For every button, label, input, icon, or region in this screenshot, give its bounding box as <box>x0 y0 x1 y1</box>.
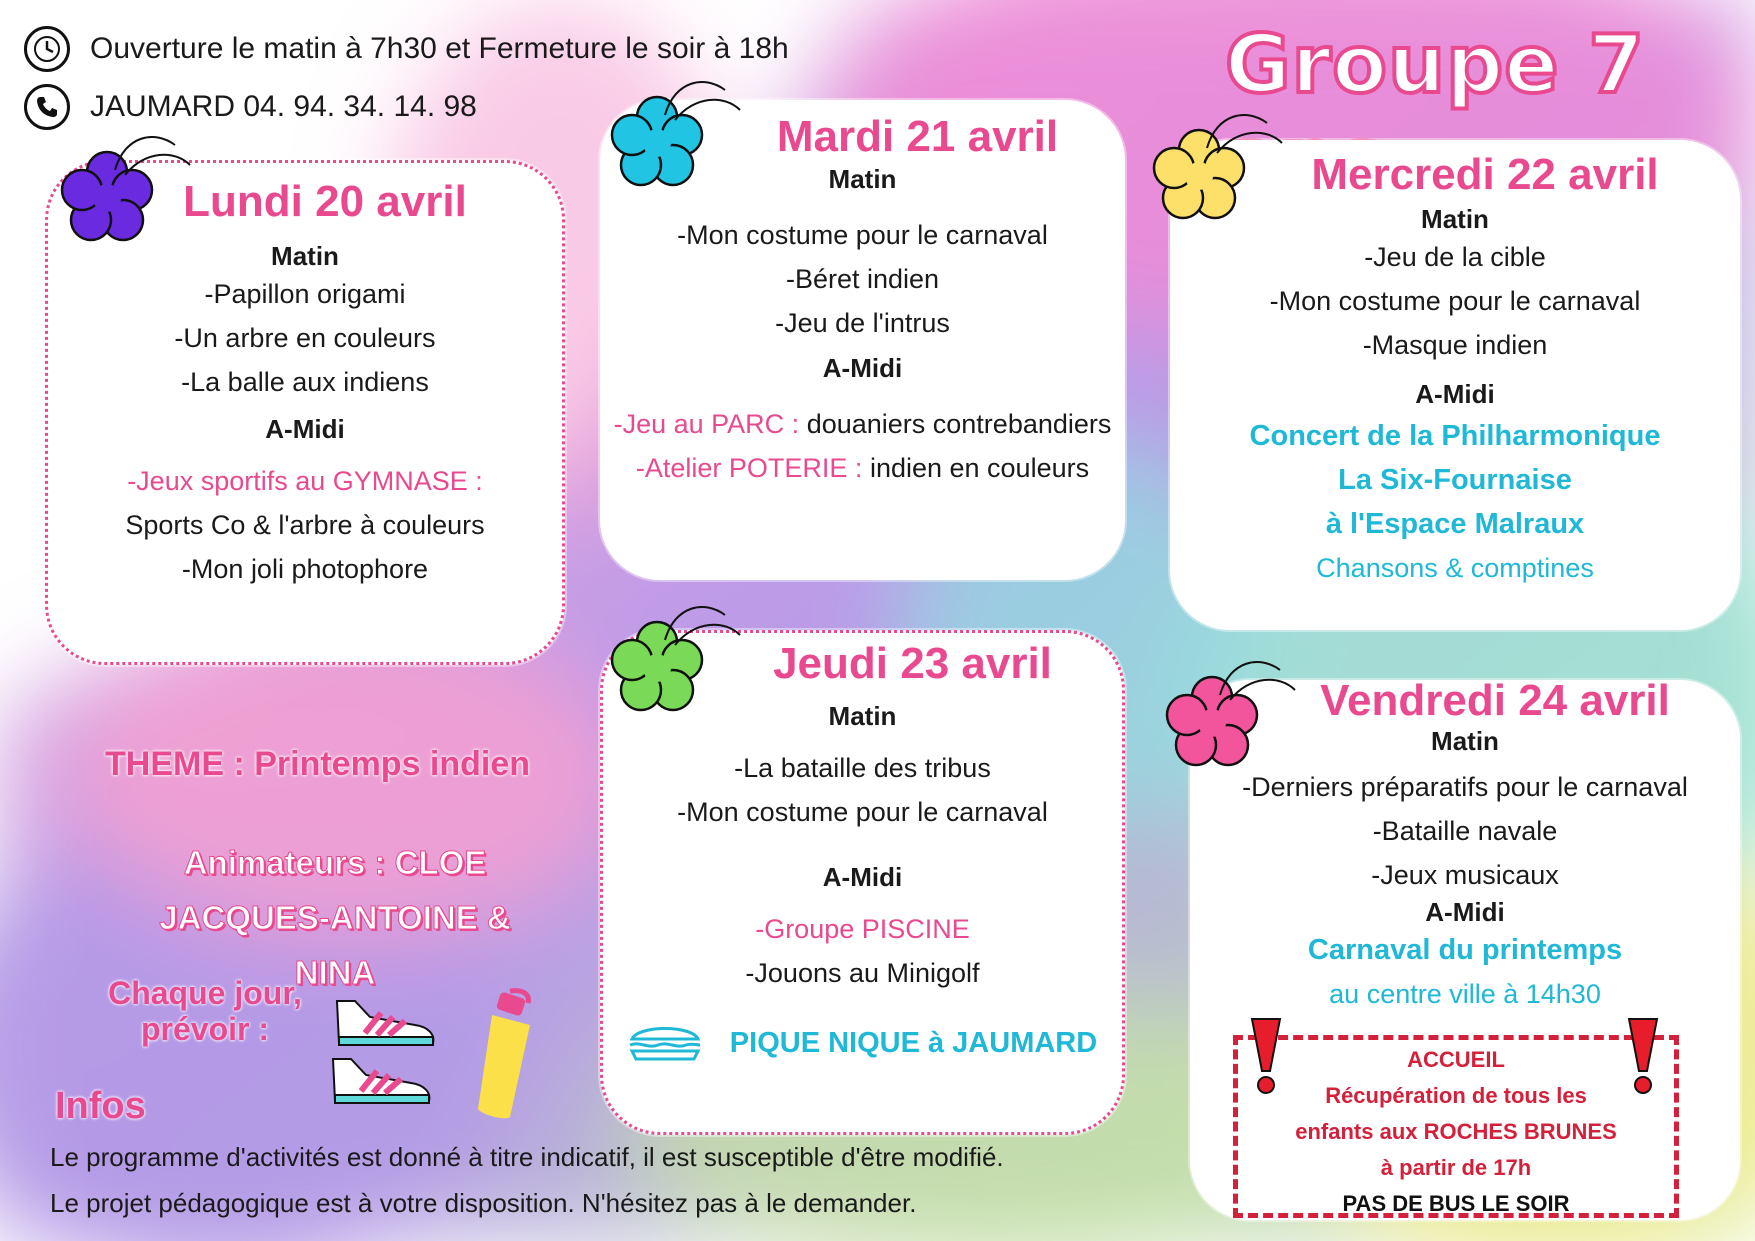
picnic-text: PIQUE NIQUE à JAUMARD <box>729 1026 1098 1059</box>
friday-activity: -Jeux musicaux <box>1371 860 1559 890</box>
thursday-activity: -La bataille des tribus <box>734 753 991 783</box>
monday-activity: -Un arbre en couleurs <box>174 323 436 353</box>
tuesday-title: Mardi 21 avril <box>776 112 1059 161</box>
opening-hours-text: Ouverture le matin à 7h30 et Fermeture le soir à 18h <box>90 32 789 65</box>
infos-line: Le programme d'activités est donné à titre indicatif, il est susceptible d'être modifié. <box>50 1142 1004 1172</box>
infos-line: Le projet pédagogique est à votre disposition. N'hésitez pas à le demander. <box>50 1188 917 1218</box>
monday-activity: -Mon joli photophore <box>181 554 429 584</box>
sneakers-icon <box>325 995 445 1115</box>
flower-icon <box>595 600 745 730</box>
accueil-line: Récupération de tous les <box>1325 1083 1587 1108</box>
prevoir-text <box>90 975 320 1047</box>
flower-icon <box>595 75 745 205</box>
opening-hours-line <box>24 26 789 72</box>
wednesday-activity: Concert de la Philharmonique <box>1249 420 1661 452</box>
sandwich-icon <box>628 1023 702 1063</box>
accueil-line: à partir de 17h <box>1380 1155 1532 1180</box>
wednesday-morning-label: Matin <box>1421 204 1489 234</box>
accueil-line: enfants aux ROCHES BRUNES <box>1295 1119 1617 1144</box>
thursday-afternoon-highlight: -Groupe PISCINE <box>755 914 970 944</box>
clock-icon <box>24 26 70 72</box>
tuesday-activity-text: indien en couleurs <box>862 453 1090 483</box>
animateurs-line: JACQUES-ANTOINE & NINA <box>159 899 511 991</box>
thursday-activity: -Jouons au Minigolf <box>745 958 980 988</box>
tuesday-morning-label: Matin <box>828 164 897 194</box>
monday-activity: -Papillon origami <box>204 279 406 309</box>
page-title: Groupe 7 <box>1225 18 1646 111</box>
wednesday-activity: à l'Espace Malraux <box>1325 508 1585 540</box>
wednesday-activity: Chansons & comptines <box>1316 553 1594 583</box>
infos-title: Infos <box>55 1085 146 1127</box>
prevoir-line: Chaque jour, <box>108 975 302 1011</box>
tuesday-afternoon-label: A-Midi <box>822 353 903 383</box>
picnic-row <box>603 1023 1122 1063</box>
thursday-activity: -Mon costume pour le carnaval <box>677 797 1048 827</box>
monday-activity: -La balle aux indiens <box>181 367 429 397</box>
flower-icon <box>45 130 195 260</box>
friday-activity: Carnaval du printemps <box>1307 934 1623 966</box>
accueil-line: ACCUEIL <box>1407 1047 1505 1072</box>
exclamation-icon <box>1625 1015 1661 1097</box>
tuesday-activity <box>600 402 1125 446</box>
thursday-morning-label: Matin <box>828 701 897 731</box>
exclamation-icon <box>1248 1015 1284 1097</box>
wednesday-activity: La Six-Fournaise <box>1338 464 1572 496</box>
thursday-title: Jeudi 23 avril <box>773 639 1052 688</box>
friday-afternoon-label: A-Midi <box>1425 897 1505 927</box>
phone-text: JAUMARD 04. 94. 34. 14. 98 <box>90 90 477 123</box>
accueil-box <box>1233 1035 1679 1218</box>
friday-title: Vendredi 24 avril <box>1320 676 1670 725</box>
monday-morning-label: Matin <box>271 241 339 271</box>
accueil-no-bus: PAS DE BUS LE SOIR <box>1342 1191 1570 1216</box>
infos-text <box>50 1134 1004 1226</box>
tuesday-activity <box>600 446 1125 490</box>
phone-line <box>24 84 477 130</box>
friday-activity: au centre ville à 14h30 <box>1329 979 1601 1009</box>
tuesday-activity-highlight: -Atelier POTERIE : <box>635 453 863 483</box>
tuesday-activity: -Mon costume pour le carnaval <box>677 220 1048 250</box>
phone-icon <box>24 84 70 130</box>
monday-title: Lundi 20 avril <box>183 177 467 226</box>
wednesday-title: Mercredi 22 avril <box>1311 150 1659 199</box>
flower-icon <box>1137 108 1287 238</box>
friday-morning-label: Matin <box>1431 726 1499 756</box>
monday-afternoon-highlight: -Jeux sportifs au GYMNASE : <box>127 466 483 496</box>
tuesday-activity-highlight: -Jeu au PARC : <box>613 409 800 439</box>
tuesday-activity-text: douaniers contrebandiers <box>799 409 1112 439</box>
friday-activity: -Bataille navale <box>1372 816 1558 846</box>
thursday-afternoon-label: A-Midi <box>822 862 903 892</box>
monday-afternoon-label: A-Midi <box>265 414 345 444</box>
animateurs-line: Animateurs : CLOE <box>183 844 487 881</box>
wednesday-activity: -Masque indien <box>1362 330 1548 360</box>
water-bottle-icon <box>470 985 550 1125</box>
wednesday-activity: -Jeu de la cible <box>1364 242 1546 272</box>
wednesday-afternoon-label: A-Midi <box>1415 379 1495 409</box>
prevoir-line: prévoir : <box>140 1011 270 1047</box>
tuesday-activity: -Jeu de l'intrus <box>775 308 950 338</box>
theme-text: THEME : Printemps indien <box>105 745 531 783</box>
flower-icon <box>1150 655 1300 785</box>
tuesday-activity: -Béret indien <box>785 264 940 294</box>
friday-activity: -Derniers préparatifs pour le carnaval <box>1242 772 1688 802</box>
wednesday-activity: -Mon costume pour le carnaval <box>1269 286 1641 316</box>
monday-activity: Sports Co & l'arbre à couleurs <box>125 510 485 540</box>
